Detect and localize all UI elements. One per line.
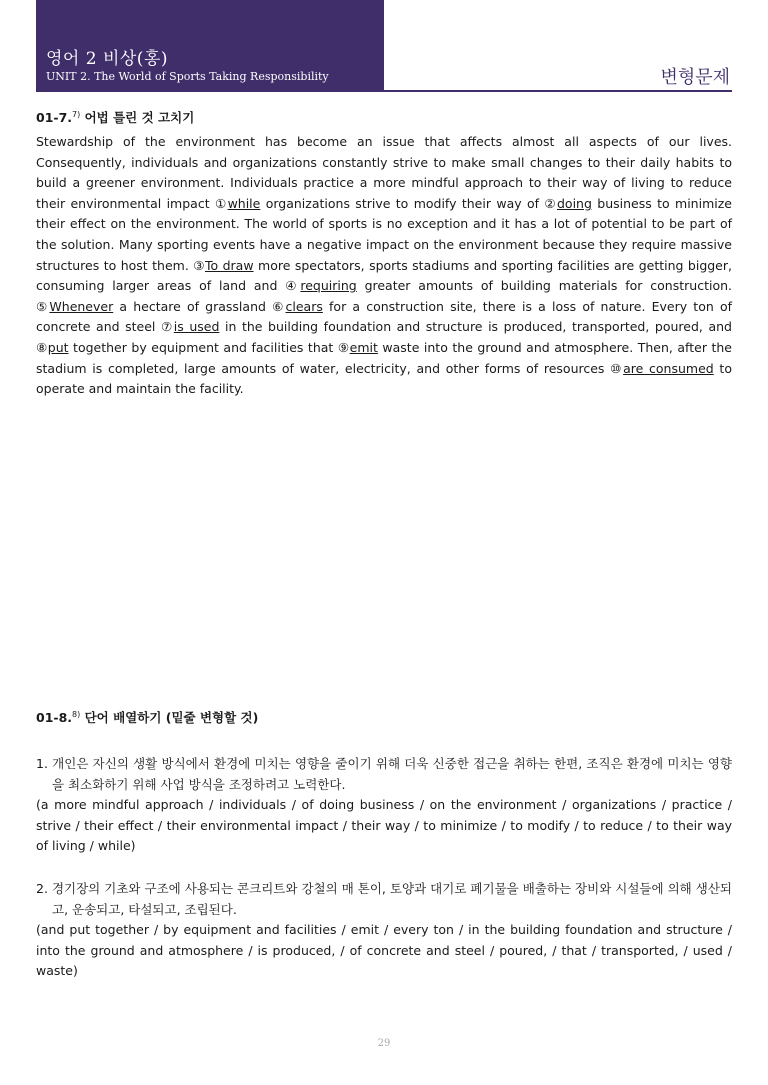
underlined-choice: Whenever: [49, 298, 114, 314]
reading-passage: [36, 132, 732, 400]
page-number: 29: [377, 1038, 391, 1049]
underlined-choice: put: [47, 339, 69, 355]
section-label: 변형문제: [660, 67, 730, 88]
passage-text: to operate and maintain the facility.: [36, 360, 732, 397]
passage-text: ④: [285, 278, 301, 294]
underlined-choice: requiring: [300, 278, 357, 294]
passage-text: ⑦: [160, 319, 174, 335]
passage-text: ③: [193, 257, 205, 273]
korean-sentence: 1. 개인은 자신의 생활 방식에서 환경에 미치는 영향을 줄이기 위해 더욱 신중한 접근을 취하는 한편, 조직은 환경에 미치는 영향을 최소화하기 위해 사업 방식을 조정하려고 노력한다.: [36, 756, 732, 792]
passage-text: together by equipment and facilities that: [68, 339, 338, 355]
passage-text: organizations strive to modify their way of: [260, 195, 545, 211]
passage-text: waste into the ground and atmosphere. Then, after the stadium is completed, large amounts of water, electricity, and other forms of resources: [36, 339, 732, 376]
underlined-choice: emit: [349, 339, 378, 355]
textbook-title: 영어 2 비상(홍): [46, 49, 168, 69]
passage-text: ②: [544, 195, 557, 211]
underlined-choice: doing: [557, 195, 592, 211]
passage-text: ⑥: [272, 298, 286, 314]
underlined-choice: are consumed: [623, 360, 714, 376]
question-number: 01-7.: [36, 110, 73, 125]
passage-text: ⑧: [36, 339, 48, 355]
question-instruction: 단어 배열하기 (밑줄 변형할 것): [84, 710, 259, 725]
passage-text: a hectare of grassland: [113, 298, 273, 314]
passage-text: business to minimize their effect on the environment. The world of sports is no exception and it has a lot of potential to be part of the solution. Many sporting events have a negative impact on the environment because they require massive structures to host them.: [36, 195, 732, 273]
word-bank: (and put together / by equipment and facilities / emit / every ton / in the building foundation and structure / into the ground and atmosphere / is produced, / of concrete and steel / poured, / that / transported, / used / waste): [36, 922, 732, 979]
passage-text: ⑤: [36, 298, 50, 314]
passage-text: for a construction site, there is a loss of nature. Every ton of concrete and steel: [36, 298, 732, 335]
question-8-title: [36, 708, 732, 726]
header-banner: [36, 0, 384, 91]
footnote-marker: 8): [72, 709, 81, 719]
question-7-title: [36, 108, 732, 126]
underlined-choice: is used: [173, 319, 220, 335]
question-7: [36, 108, 732, 400]
underlined-choice: To draw: [204, 257, 254, 273]
footnote-marker: 7): [72, 109, 81, 119]
question-number: 01-8.: [36, 710, 73, 725]
arrange-item: [36, 754, 732, 857]
passage-text: in the building foundation and structure is produced, transported, poured, and: [219, 319, 732, 335]
question-8: [36, 708, 732, 982]
underlined-choice: while: [227, 195, 261, 211]
korean-sentence: 2. 경기장의 기초와 구조에 사용되는 콘크리트와 강철의 매 톤이, 토양과 대기로 폐기물을 배출하는 장비와 시설들에 의해 생산되고, 운송되고, 타설되고, 조립된다.: [36, 880, 732, 917]
unit-subtitle: UNIT 2. The World of Sports Taking Responsibility: [46, 70, 329, 83]
underlined-choice: clears: [285, 298, 323, 314]
question-instruction: 어법 틀린 것 고치기: [84, 110, 195, 125]
passage-text: more spectators, sports stadiums and sporting facilities are getting bigger, consuming larger areas of land and: [36, 257, 732, 294]
word-bank: (a more mindful approach / individuals / of doing business / on the environment / organizations / practice / strive / their effect / their environmental impact / their way / to minimize / to modify / to reduce / to their way of living / while): [36, 797, 732, 854]
passage-text: ①: [214, 195, 228, 211]
passage-text: Stewardship of the environment has become an issue that affects almost all aspects of our lives. Consequently, individuals and organizations constantly strive to make small changes to their daily habits to build a greener environment. Individuals practice a more mindful approach to their way of living to reduce their environmental impact: [36, 134, 732, 211]
arrange-item: [36, 879, 732, 982]
passage-text: ⑩: [610, 360, 624, 376]
header-divider: [36, 90, 732, 92]
passage-text: greater amounts of building materials for construction.: [356, 278, 732, 294]
passage-text: ⑨: [337, 339, 350, 355]
